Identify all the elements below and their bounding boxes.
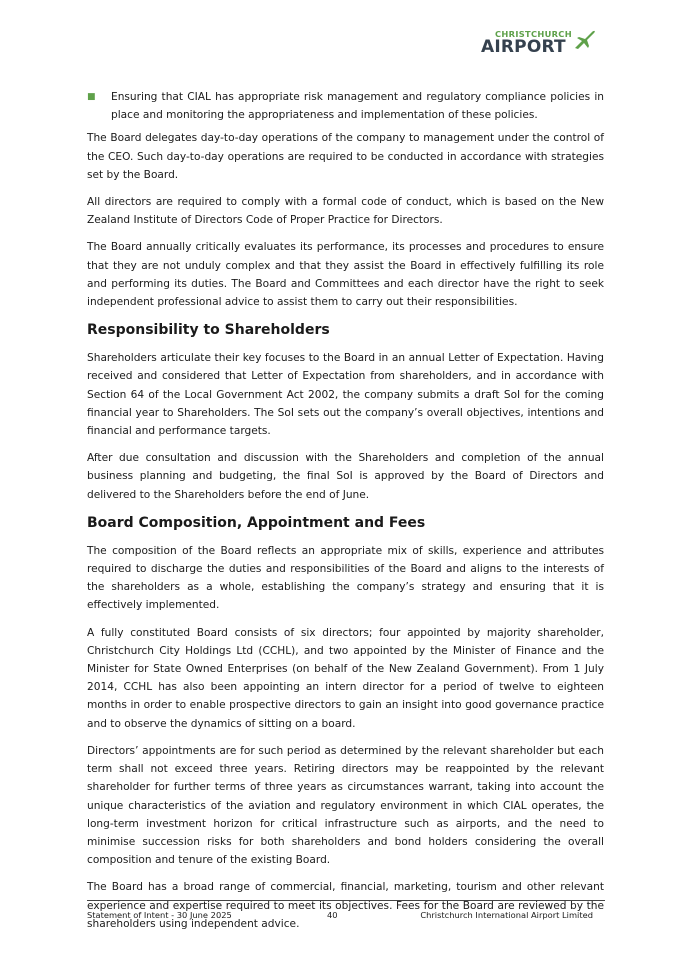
logo-line2: AIRPORT xyxy=(481,37,566,57)
bullet-text: Ensuring that CIAL has appropriate risk management and regulatory compliance policies in place and monitoring the appropriateness and implementation of these policies. xyxy=(111,91,604,122)
section-heading: Board Composition, Appointment and Fees xyxy=(87,514,426,531)
footer-page-number: 40 xyxy=(327,910,338,920)
footer-document-title: Statement of Intent - 30 June 2025 xyxy=(87,910,232,920)
plane-icon xyxy=(573,28,597,52)
paragraph: The Board delegates day-to-day operations of the company to management under the control of the CEO. Such day-to-day operations are required to be conducted in accordance with strategies set by the Board. xyxy=(87,132,604,181)
page-footer xyxy=(87,900,605,920)
christchurch-airport-logo xyxy=(481,26,597,58)
logo-line1: CHRISTCHURCH xyxy=(495,29,572,39)
document-body xyxy=(87,88,604,942)
paragraph: The composition of the Board reflects an appropriate mix of skills, experience and attributes required to discharge the duties and responsibilities of the Board and aligns to the interests of the shareholders as a whole, establishing the company’s strategy and ensuring that it is effectively implemented. xyxy=(87,544,604,612)
paragraph: All directors are required to comply with a formal code of conduct, which is based on the New Zealand Institute of Directors Code of Proper Practice for Directors. xyxy=(87,196,604,227)
paragraph: Directors’ appointments are for such period as determined by the relevant shareholder but each term shall not exceed three years. Retiring directors may be reappointed by the relevant shareholder for further terms of three years as circumstances warrant, taking into account the unique characteristics of the aviation and regulatory environment in which CIAL operates, the long-term investment horizon for critical infrastructure such as airports, and the need to minimise succession risks for both shareholders and bond holders considering the overall composition and tenure of the existing Board. xyxy=(87,744,604,867)
paragraph: A fully constituted Board consists of six directors; four appointed by majority shareholder, Christchurch City Holdings Ltd (CCHL), and two appointed by the Minister of Finance and the Minister for State Owned Enterprises (on behalf of the New Zealand Government). From 1 July 2014, CCHL has also been appointing an intern director for a period of twelve to eighteen months in order to enable prospective directors to gain an insight into good governance practice and to observe the dynamics of sitting on a board. xyxy=(87,626,604,730)
section-heading: Responsibility to Shareholders xyxy=(87,322,330,339)
paragraph: Shareholders articulate their key focuses to the Board in an annual Letter of Expectation. Having received and considered that Letter of Expectation from shareholders, and in accordance with Section 64 of the Local Government Act 2002, the company submits a draft SoI for the coming financial year to Shareholders. The SoI sets out the company’s overall objectives, intentions and financial and performance targets. xyxy=(87,352,604,438)
paragraph: After due consultation and discussion with the Shareholders and completion of the annual business planning and budgeting, the final SoI is approved by the Board of Directors and delivered to the Shareholders before the end of June. xyxy=(87,452,604,501)
paragraph: The Board annually critically evaluates its performance, its processes and procedures to ensure that they are not unduly complex and that they assist the Board in effectively fulfilling its role and performing its duties. The Board and Committees and each director have the right to seek independent professional advice to assist them to carry out their responsibilities. xyxy=(87,241,604,309)
bullet-square-icon: ■ xyxy=(87,92,96,102)
footer-company-name: Christchurch International Airport Limited xyxy=(420,910,593,920)
bullet-item xyxy=(87,88,604,124)
paragraph: The Board has a broad range of commercial, financial, marketing, tourism and other relevant experience and expertise required to meet its objectives. Fees for the Board are reviewed by the shareholders using independent advice. xyxy=(87,881,604,930)
